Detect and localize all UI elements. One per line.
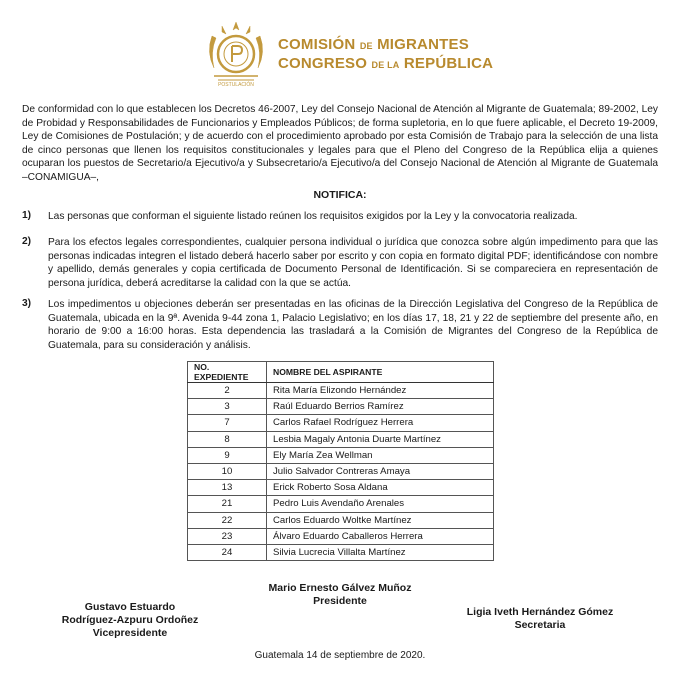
brand-word: REPÚBLICA [403, 55, 494, 72]
item-number: 1) [22, 210, 32, 221]
item-text: Para los efectos legales correspondientes, cualquier persona individual o jurídica que conozca sobre algún impedimento para que las personas indicadas integren el listado deberá hacerlo saber por escrito y con copia en formato digital PDF; identificándose con nombre y apellido, demás generales y copia certificada de Documento Personal de Identificación. Si se compareciera en representación de persona jurídica, deberá acreditarse la calidad con la que se actúa. [48, 237, 658, 289]
brand-word: COMISIÓN [278, 36, 356, 53]
brand-word: MIGRANTES [377, 36, 469, 53]
name-cell: Erick Roberto Sosa Aldana [267, 480, 494, 496]
table-row [188, 528, 494, 544]
expediente-cell: 13 [188, 480, 267, 496]
table-row [188, 399, 494, 415]
notifica-heading: NOTIFICA: [313, 189, 367, 201]
item-number: 2) [22, 236, 32, 247]
brand-word: CONGRESO [278, 55, 368, 72]
name-cell: Carlos Rafael Rodríguez Herrera [267, 415, 494, 431]
table-row [188, 496, 494, 512]
congress-crest-logo [200, 18, 272, 90]
table-row [188, 415, 494, 431]
name-cell: Ely María Zea Wellman [267, 447, 494, 463]
expediente-cell: 3 [188, 399, 267, 415]
signatory-name: Rodríguez-Azpuru Ordoñez [61, 614, 199, 626]
table-row [188, 544, 494, 560]
name-cell: Carlos Eduardo Woltke Martínez [267, 512, 494, 528]
expediente-cell: 2 [188, 383, 267, 399]
item-text: Las personas que conforman el siguiente listado reúnen los requisitos exigidos por la Ley y la convocatoria realizada. [48, 211, 578, 222]
expediente-cell: 21 [188, 496, 267, 512]
table-header-row [188, 362, 494, 383]
name-cell: Julio Salvador Contreras Amaya [267, 463, 494, 479]
commission-brand [278, 36, 493, 74]
applicants-table [187, 361, 494, 561]
expediente-cell: 23 [188, 528, 267, 544]
signatory-name: Ligia Iveth Hernández Gómez [466, 606, 614, 618]
name-cell: Raúl Eduardo Berrios Ramírez [267, 399, 494, 415]
signatory-title: Presidente [313, 595, 367, 607]
expediente-cell: 7 [188, 415, 267, 431]
expediente-cell: 9 [188, 447, 267, 463]
table-row [188, 431, 494, 447]
item-number: 3) [22, 298, 32, 309]
expediente-cell: 22 [188, 512, 267, 528]
signature-president [240, 582, 440, 608]
item-text: Los impedimentos u objeciones deberán ser presentadas en las oficinas de la Dirección Legislativa del Congreso de la República de Guatemala, ubicada en la 9ª. Avenida 9-44 zona 1, Palacio Legislativo; en los días 17, 18, 21 y 22 de septiembre del presente año, en horario de 9:00 a 16:00 horas. Esta dependencia las trasladará a la Comisión de Migrantes del Congreso de la República de Guatemala, para su consideración y análisis. [48, 299, 658, 351]
signature-vicepresident [30, 601, 230, 640]
expediente-cell: 10 [188, 463, 267, 479]
intro-paragraph: De conformidad con lo que establecen los Decretos 46-2007, Ley del Consejo Nacional de Atención al Migrante de Guatemala; 89-2002, Ley de Probidad y Responsabilidades de Funcionarios y Empleados Públicos; de forma supletoria, en lo que fuere aplicable, el Decreto 19-2009, Ley de Comisiones de Postulación; y de acuerdo con el procedimiento aprobado por esta Comisión de Trabajo para la selección de una lista de cinco personas que llenen los requisitos constitucionales y legales para que el Pleno del Congreso de la República elija a quienes ocuparan los puestos de Secretario/a Ejecutivo/a y Subsecretario/a Ejecutivo/a del Consejo Nacional de Atención al Migrante de Guatemala –CONAMIGUA–, [22, 104, 658, 183]
table-row [188, 480, 494, 496]
letterhead [200, 18, 500, 88]
name-cell: Pedro Luis Avendaño Arenales [267, 496, 494, 512]
table-row [188, 512, 494, 528]
expediente-cell: 8 [188, 431, 267, 447]
signature-secretary [440, 606, 640, 632]
expediente-cell: 24 [188, 544, 267, 560]
name-cell: Rita María Elizondo Hernández [267, 383, 494, 399]
signatory-title: Secretaria [514, 619, 566, 631]
document-date: Guatemala 14 de septiembre de 2020. [254, 650, 426, 661]
table-row [188, 463, 494, 479]
column-header-nombre: NOMBRE DEL ASPIRANTE [267, 362, 494, 383]
brand-connector: DE LA [371, 60, 400, 70]
column-header-expediente: NO. EXPEDIENTE [188, 362, 267, 383]
table-row [188, 383, 494, 399]
name-cell: Silvia Lucrecia Villalta Martínez [267, 544, 494, 560]
name-cell: Lesbia Magaly Antonia Duarte Martínez [267, 431, 494, 447]
signatory-name: Mario Ernesto Gálvez Muñoz [268, 582, 412, 594]
crest-text: POSTULACIÓN [218, 82, 254, 88]
brand-connector: DE [359, 41, 373, 51]
signatory-name: Gustavo Estuardo [84, 601, 176, 613]
signatory-title: Vicepresidente [92, 627, 168, 639]
table-row [188, 447, 494, 463]
name-cell: Álvaro Eduardo Caballeros Herrera [267, 528, 494, 544]
